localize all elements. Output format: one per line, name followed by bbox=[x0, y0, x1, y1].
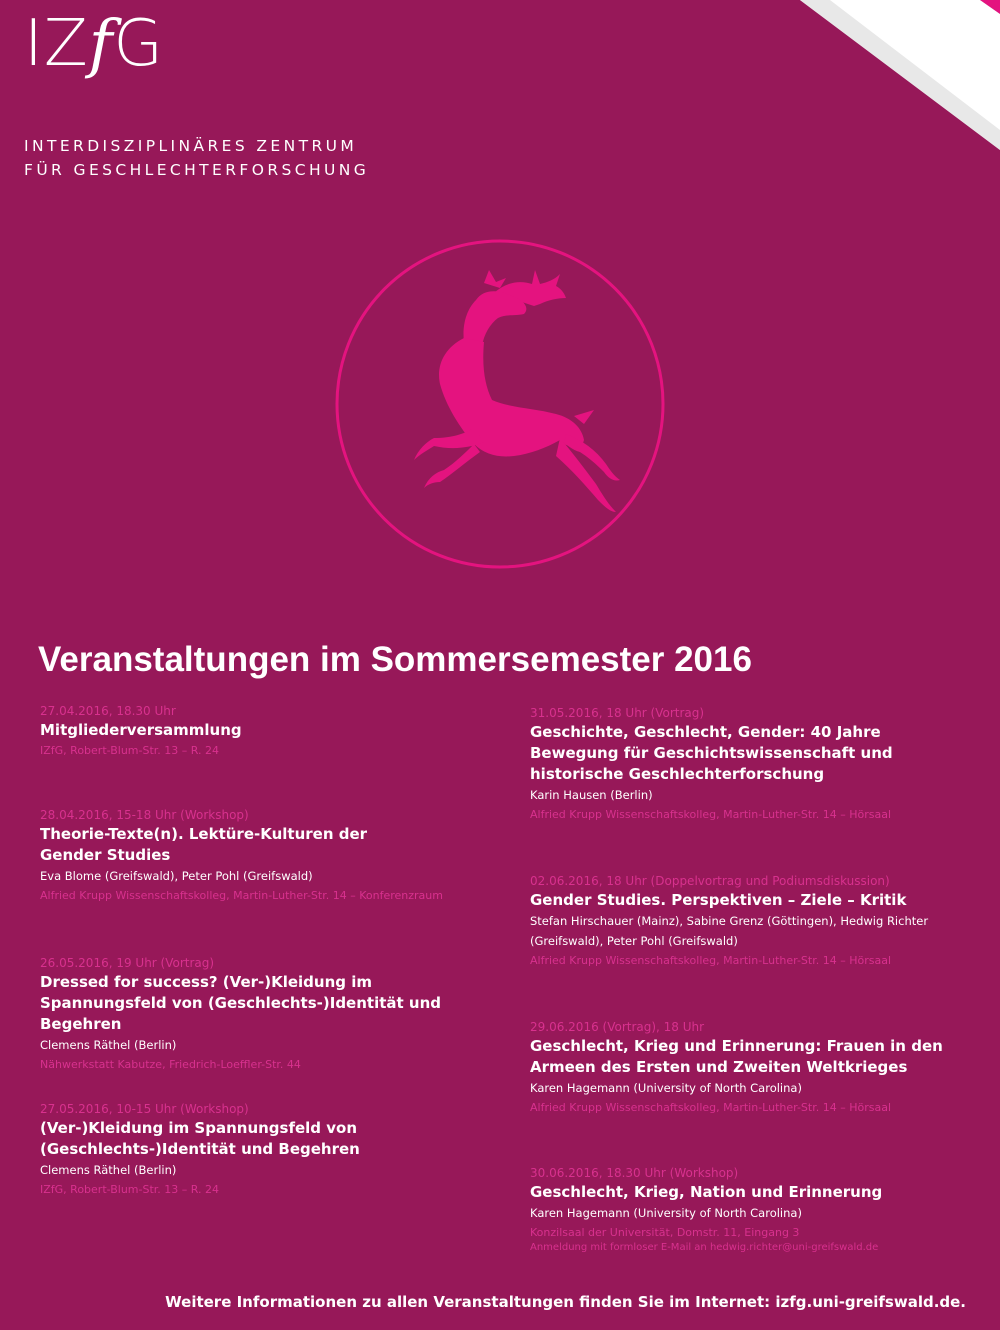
event-item bbox=[530, 872, 970, 970]
event-speakers: Clemens Räthel (Berlin) bbox=[40, 1163, 177, 1177]
event-item bbox=[40, 806, 490, 905]
event-item bbox=[40, 954, 490, 1074]
event-location: Alfried Krupp Wissenschaftskolleg, Martin-Luther-Str. 14 – Konferenzraum bbox=[40, 889, 443, 902]
event-title: Geschlecht, Krieg, Nation und Erinnerung bbox=[530, 1183, 883, 1201]
event-date: 30.06.2016, 18.30 Uhr (Workshop) bbox=[530, 1166, 739, 1180]
event-date: 26.05.2016, 19 Uhr (Vortrag) bbox=[40, 956, 215, 970]
event-title: Gender Studies. Perspektiven – Ziele – Kritik bbox=[530, 891, 907, 909]
event-item bbox=[40, 702, 490, 760]
event-speakers: Karin Hausen (Berlin) bbox=[530, 788, 653, 802]
event-title: Theorie-Texte(n). Lektüre-Kulturen der Gender Studies bbox=[40, 825, 368, 864]
event-title: Geschichte, Geschlecht, Gender: 40 Jahre Bewegung für Geschichtswissenschaft und historische Geschlechterforschung bbox=[530, 723, 893, 783]
event-location: Alfried Krupp Wissenschaftskolleg, Martin-Luther-Str. 14 – Hörsaal bbox=[530, 1101, 892, 1114]
event-speakers: Karen Hagemann (University of North Carolina) bbox=[530, 1081, 802, 1095]
event-date: 28.04.2016, 15-18 Uhr (Workshop) bbox=[40, 808, 249, 822]
event-location: IZfG, Robert-Blum-Str. 13 – R. 24 bbox=[40, 1183, 220, 1196]
event-speakers: Karen Hagemann (University of North Carolina) bbox=[530, 1206, 802, 1220]
event-location: Alfried Krupp Wissenschaftskolleg, Martin-Luther-Str. 14 – Hörsaal bbox=[530, 954, 892, 967]
institute-name-line2: FÜR GESCHLECHTERFORSCHUNG bbox=[24, 161, 370, 179]
institute-name bbox=[24, 134, 369, 182]
event-date: 29.06.2016 (Vortrag), 18 Uhr bbox=[530, 1020, 705, 1034]
footer-info: Weitere Informationen zu allen Veranstaltungen finden Sie im Internet: izfg.uni-greifswald.de. bbox=[165, 1293, 966, 1311]
event-date: 02.06.2016, 18 Uhr (Doppelvortrag und Podiumsdiskussion) bbox=[530, 874, 890, 888]
event-date: 27.05.2016, 10-15 Uhr (Workshop) bbox=[40, 1102, 249, 1116]
izfg-logo: IZfG bbox=[24, 7, 164, 81]
deer-emblem-icon bbox=[334, 238, 666, 570]
event-note: Anmeldung mit formloser E-Mail an hedwig.richter@uni-greifswald.de bbox=[530, 1242, 879, 1253]
event-title: Dressed for success? (Ver-)Kleidung im Spannungsfeld von (Geschlechts-)Identität und Begehren bbox=[40, 973, 441, 1033]
event-speakers: Eva Blome (Greifswald), Peter Pohl (Greifswald) bbox=[40, 869, 313, 883]
event-speakers: Clemens Räthel (Berlin) bbox=[40, 1038, 177, 1052]
institute-name-line1: INTERDISZIPLINÄRES ZENTRUM bbox=[24, 137, 358, 155]
event-title: Geschlecht, Krieg und Erinnerung: Frauen in den Armeen des Ersten und Zweiten Weltkrieges bbox=[530, 1037, 943, 1076]
event-speakers: Stefan Hirschauer (Mainz), Sabine Grenz (Göttingen), Hedwig Richter (Greifswald), Peter Pohl (Greifswald) bbox=[530, 914, 929, 948]
event-location: Nähwerkstatt Kabutze, Friedrich-Loeffler-Str. 44 bbox=[40, 1058, 301, 1071]
event-title: Mitgliederversammlung bbox=[40, 721, 242, 739]
event-item bbox=[40, 1100, 490, 1199]
corner-decoration bbox=[680, 0, 1000, 150]
event-date: 27.04.2016, 18.30 Uhr bbox=[40, 704, 176, 718]
event-location: Alfried Krupp Wissenschaftskolleg, Martin-Luther-Str. 14 – Hörsaal bbox=[530, 808, 892, 821]
event-location: Konzilsaal der Universität, Domstr. 11, Eingang 3 bbox=[530, 1226, 800, 1239]
event-date: 31.05.2016, 18 Uhr (Vortrag) bbox=[530, 706, 705, 720]
event-title: (Ver-)Kleidung im Spannungsfeld von (Geschlechts-)Identität und Begehren bbox=[40, 1119, 360, 1158]
page-title: Veranstaltungen im Sommersemester 2016 bbox=[38, 640, 752, 679]
event-item bbox=[530, 1164, 970, 1254]
event-location: IZfG, Robert-Blum-Str. 13 – R. 24 bbox=[40, 744, 220, 757]
event-item bbox=[530, 704, 970, 824]
event-item bbox=[530, 1018, 970, 1117]
